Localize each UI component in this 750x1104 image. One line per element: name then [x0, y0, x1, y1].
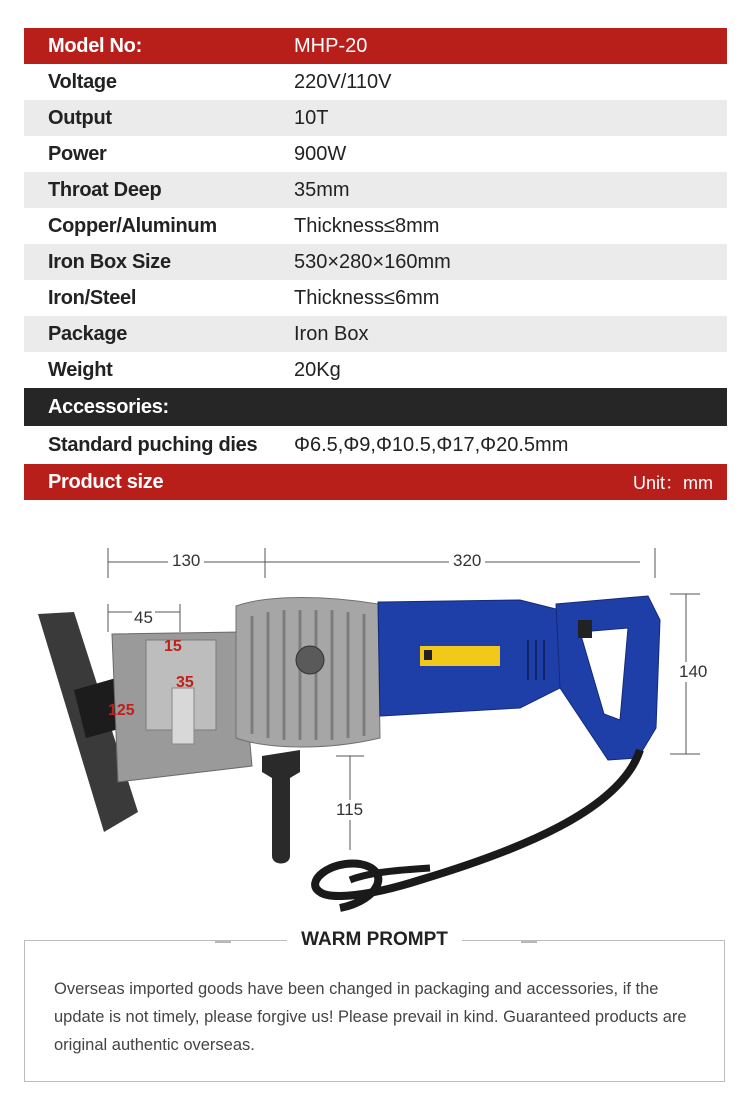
- dies-row: [24, 426, 727, 464]
- spec-row: [24, 244, 727, 280]
- spec-row: [24, 100, 727, 136]
- product-diagram: [0, 520, 750, 920]
- dies-value: Φ6.5,Φ9,Φ10.5,Φ17,Φ20.5mm: [294, 433, 569, 456]
- dimension-125: 125: [108, 702, 135, 719]
- spec-key: Iron/Steel: [48, 286, 137, 309]
- spec-row: [24, 280, 727, 316]
- prompt-title: WARM PROMPT: [287, 929, 462, 950]
- spec-row: [24, 172, 727, 208]
- spec-row: [24, 208, 727, 244]
- spec-key: Throat Deep: [48, 178, 162, 201]
- spec-value: 530×280×160mm: [294, 250, 451, 273]
- spec-row: [24, 64, 727, 100]
- spec-value: Thickness≤8mm: [294, 214, 440, 237]
- dimension-130: 130: [168, 551, 204, 571]
- accessories-label: Accessories:: [48, 395, 169, 418]
- spec-key: Voltage: [48, 70, 117, 93]
- spec-key: Weight: [48, 358, 113, 381]
- spec-key: Copper/Aluminum: [48, 214, 217, 237]
- spec-key: Power: [48, 142, 107, 165]
- spec-row: [24, 316, 727, 352]
- dimension-320: 320: [449, 551, 485, 571]
- spec-key: Package: [48, 322, 128, 345]
- spec-row: [24, 352, 727, 388]
- product-image: [0, 520, 750, 920]
- prompt-text: Overseas imported goods have been changed in packaging and accessories, if the update is not timely, please forgive us! Please prevail in kind. Guaranteed products are original authentic overseas.: [54, 980, 687, 1054]
- spec-header-value: MHP-20: [294, 34, 368, 57]
- dimension-140: 140: [675, 662, 711, 682]
- spec-value: 20Kg: [294, 358, 341, 381]
- spec-row: [24, 136, 727, 172]
- dimension-15: 15: [164, 638, 182, 655]
- spec-value: 220V/110V: [294, 70, 392, 93]
- warm-prompt-box: [24, 929, 725, 1082]
- dimension-35: 35: [176, 674, 194, 691]
- spec-value: 10T: [294, 106, 329, 129]
- spec-header-row: [24, 28, 727, 64]
- spec-table: [24, 28, 727, 500]
- spec-header-key: Model No:: [48, 34, 142, 57]
- dies-key: Standard puching dies: [48, 433, 258, 456]
- spec-key: Iron Box Size: [48, 250, 171, 273]
- spec-value: 900W: [294, 142, 347, 165]
- accessories-header: [24, 388, 727, 426]
- unit-label: Unit：mm: [633, 473, 713, 493]
- spec-value: 35mm: [294, 178, 350, 201]
- spec-key: Output: [48, 106, 112, 129]
- spec-value: Iron Box: [294, 322, 369, 345]
- product-size-label: Product size: [48, 470, 164, 493]
- product-size-header: [24, 464, 727, 500]
- dimension-115: 115: [332, 800, 367, 820]
- spec-value: Thickness≤6mm: [294, 286, 440, 309]
- prompt-title-wrap: [25, 929, 724, 951]
- dimension-45: 45: [134, 608, 153, 627]
